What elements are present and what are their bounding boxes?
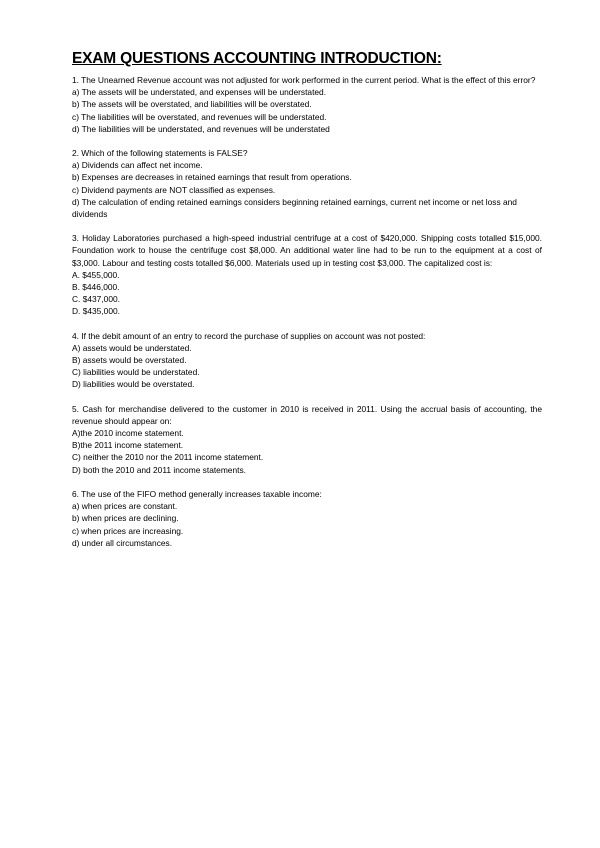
question-2 [72,147,542,220]
question-4 [72,330,542,391]
answer-option: b) Expenses are decreases in retained earnings that result from operations. [72,172,352,183]
answer-option: C. $437,000. [72,294,120,305]
answer-option: A. $455,000. [72,269,120,280]
question-text: 1. The Unearned Revenue account was not adjusted for work performed in the current period. What is the effect of this error? [72,75,536,85]
answer-option: A)the 2010 income statement. [72,428,184,439]
question-1 [72,74,542,135]
question-text: 5. Cash for merchandise delivered to the customer in 2010 is received in 2011. Using the accrual basis of accounting, the revenue should appear on: [72,403,542,426]
answer-option: B)the 2011 income statement. [72,440,184,451]
answer-option: C) liabilities would be understated. [72,367,200,378]
answer-option: A) assets would be understated. [72,342,192,353]
answer-option: a) Dividends can affect net income. [72,160,203,171]
answer-option: D) both the 2010 and 2011 income statements. [72,464,246,475]
answer-option: D. $435,000. [72,306,120,317]
question-5 [72,403,542,476]
document-page [72,50,542,561]
answer-option: B. $446,000. [72,282,120,293]
answer-option: c) The liabilities will be overstated, and revenues will be understated. [72,111,327,122]
answer-option: c) when prices are increasing. [72,525,184,536]
answer-option: a) when prices are constant. [72,501,178,512]
question-text: 3. Holiday Laboratories purchased a high-speed industrial centrifuge at a cost of $420,000. Shipping costs totalled $15,000. Foundation work to house the centrifuge cost $8,000. An additional water line had to be run to the equipment at a cost of $3,000. Labour and testing costs totalled $6,000. Materials used up in testing cost $3,000. The capitalized cost is: [72,233,542,268]
answer-option: B) assets would be overstated. [72,355,187,366]
question-text: 6. The use of the FIFO method generally increases taxable income: [72,488,322,499]
answer-option: C) neither the 2010 nor the 2011 income statement. [72,452,264,463]
question-text: 2. Which of the following statements is FALSE? [72,148,248,159]
question-6 [72,488,542,549]
answer-option: D) liabilities would be overstated. [72,379,195,390]
answer-option: d) under all circumstances. [72,537,173,548]
answer-option: d) The calculation of ending retained earnings considers beginning retained earnings, current net income or net loss and dividends [72,196,517,220]
page-title: EXAM QUESTIONS ACCOUNTING INTRODUCTION: [72,50,442,67]
answer-option: d) The liabilities will be understated, and revenues will be understated [72,123,330,134]
question-text: 4. If the debit amount of an entry to record the purchase of supplies on account was not posted: [72,330,426,341]
answer-option: b) The assets will be overstated, and liabilities will be overstated. [72,99,312,110]
question-3 [72,232,542,317]
answer-option: c) Dividend payments are NOT classified as expenses. [72,184,276,195]
answer-option: a) The assets will be understated, and expenses will be understated. [72,87,327,98]
answer-option: b) when prices are declining. [72,513,179,524]
